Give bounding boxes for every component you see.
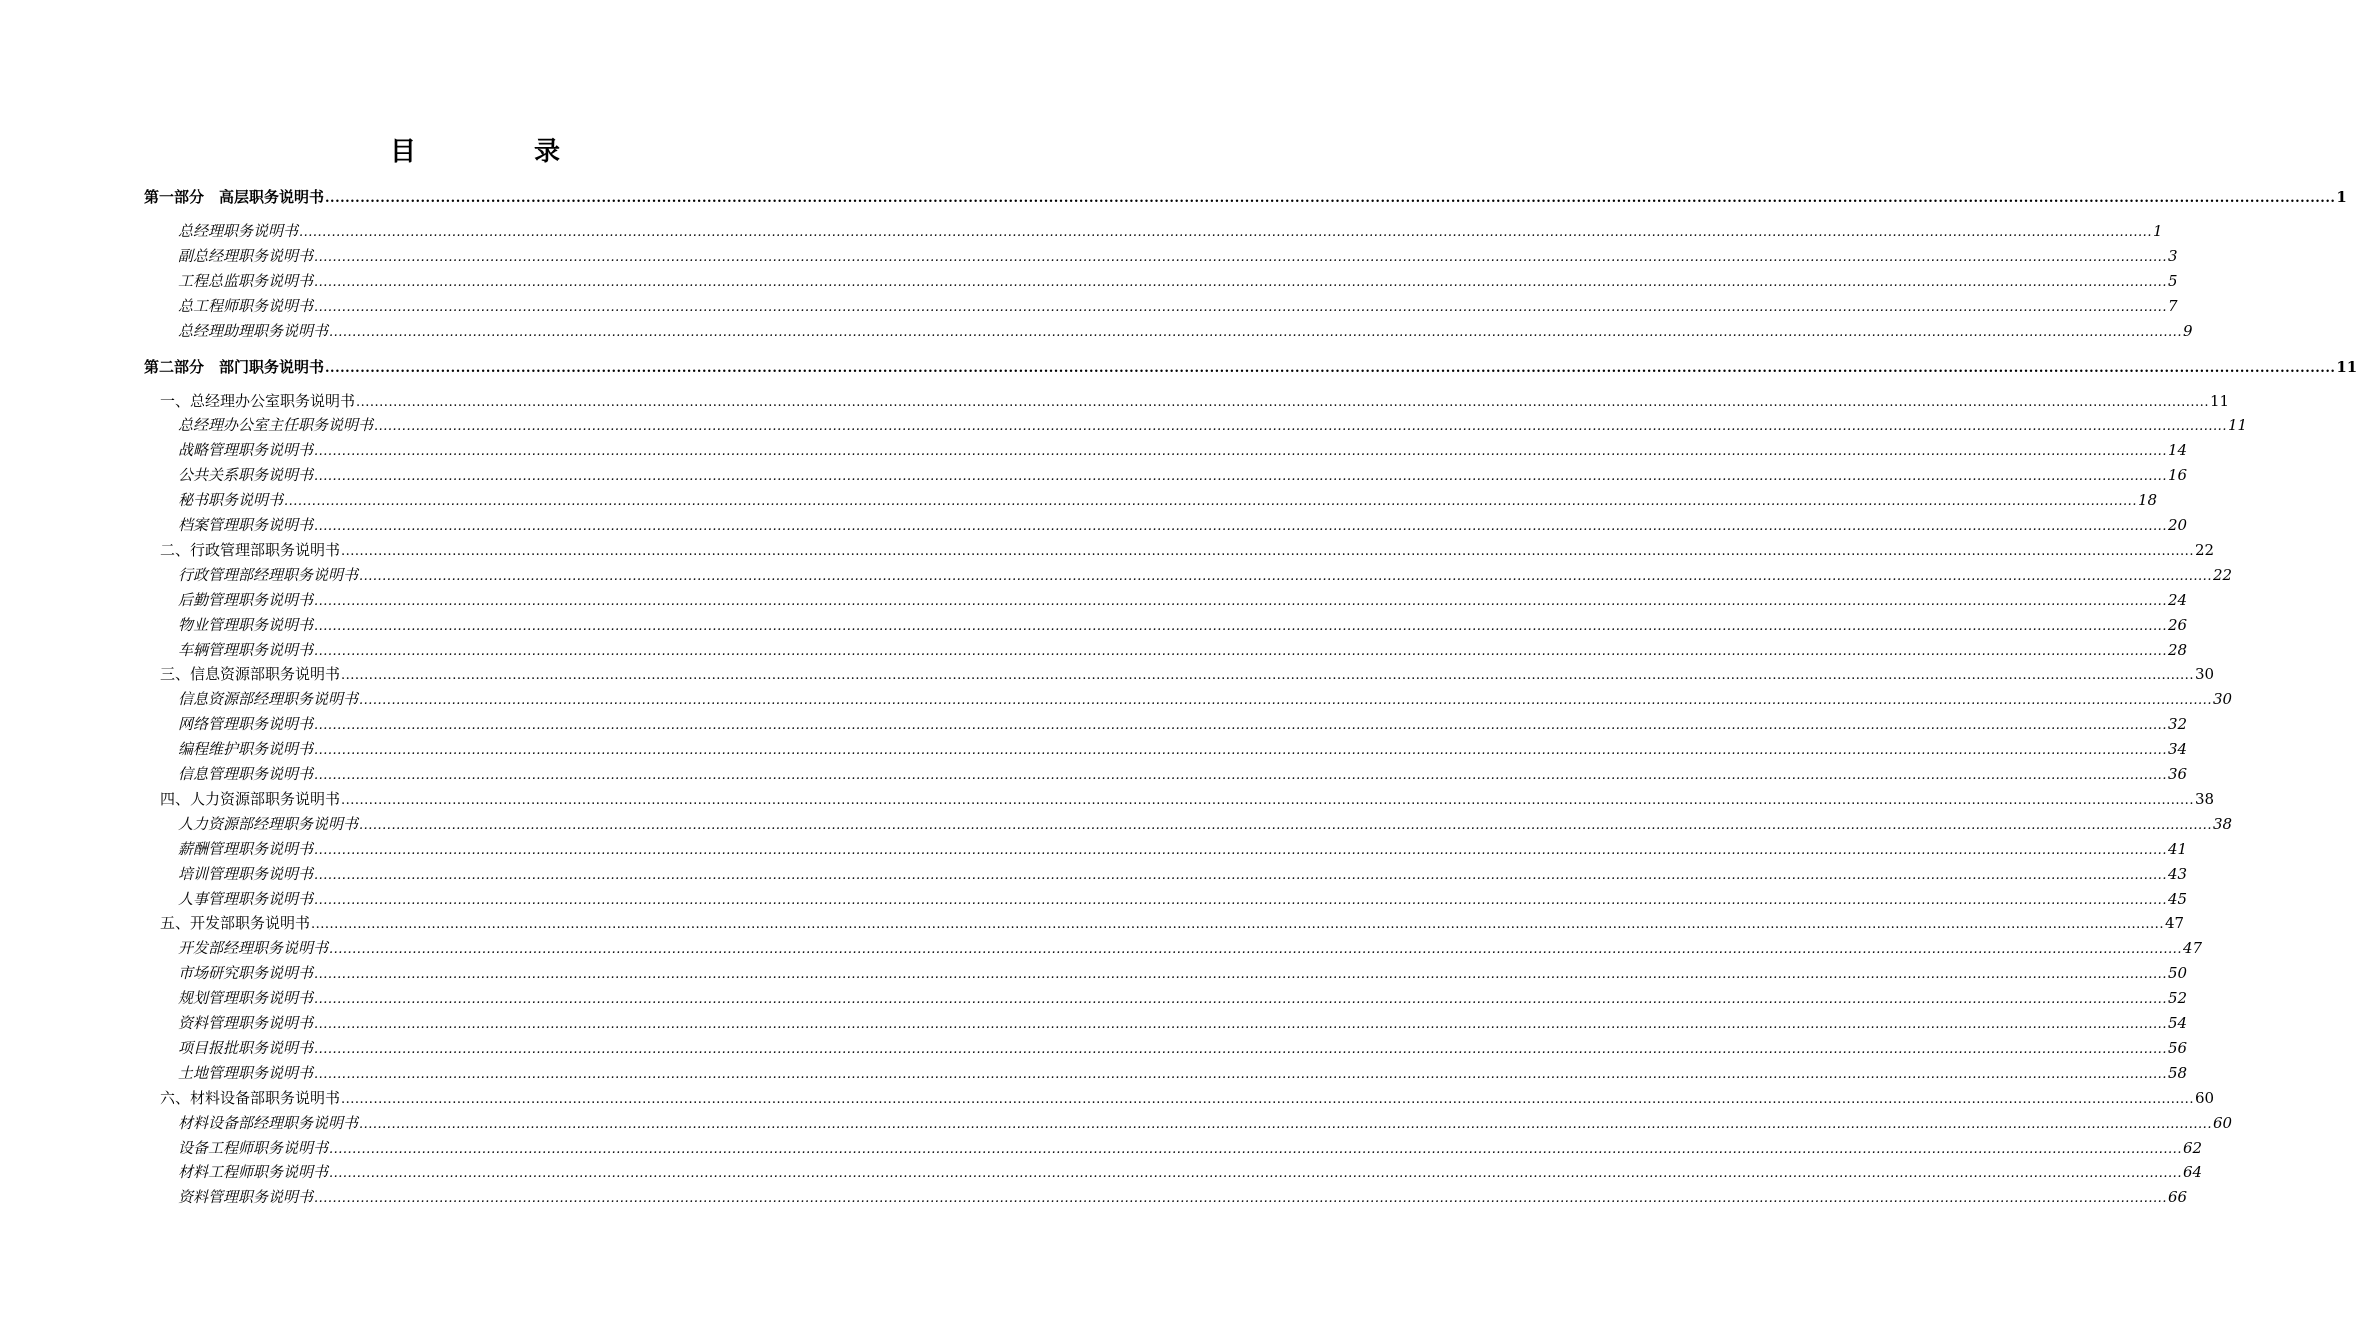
toc-entry-title: 二、行政管理部职务说明书 — [160, 540, 341, 559]
toc-entry-title: 一、总经理办公室职务说明书 — [160, 391, 356, 410]
toc-leader-dots: ................................................................................................................................................................................................................................................................................................................................................................................................................ — [314, 718, 2167, 734]
toc-entry[interactable] — [178, 614, 2188, 636]
toc-entry-title: 培训管理职务说明书 — [178, 864, 314, 883]
toc-entry[interactable] — [178, 1012, 2188, 1034]
toc-leader-dots: ................................................................................................................................................................................................................................................................................................................................................................................................................ — [325, 360, 2336, 376]
toc-leader-dots: ................................................................................................................................................................................................................................................................................................................................................................................................................ — [341, 543, 2194, 559]
toc-entry[interactable] — [178, 813, 2233, 835]
toc-entry-page-number: 62 — [2182, 1138, 2203, 1157]
toc-leader-dots: ................................................................................................................................................................................................................................................................................................................................................................................................................ — [314, 842, 2167, 858]
toc-entry-page-number: 26 — [2167, 615, 2188, 634]
toc-entry[interactable] — [178, 320, 2193, 342]
toc-entry-page-number: 18 — [2137, 491, 2158, 510]
toc-entry-page-number: 16 — [2167, 466, 2188, 485]
toc-entry-page-number: 32 — [2167, 715, 2188, 734]
toc-entry[interactable] — [178, 987, 2188, 1009]
toc-entry[interactable] — [178, 962, 2188, 984]
toc-entry[interactable] — [178, 688, 2233, 710]
toc-leader-dots: ................................................................................................................................................................................................................................................................................................................................................................................................................ — [314, 469, 2167, 485]
toc-entry-title: 总经理职务说明书 — [178, 222, 299, 240]
toc-entry-title: 薪酬管理职务说明书 — [178, 839, 314, 858]
toc-leader-dots: ................................................................................................................................................................................................................................................................................................................................................................................................................ — [314, 743, 2167, 759]
toc-entry-title: 材料设备部经理职务说明书 — [178, 1113, 359, 1132]
toc-leader-dots: ................................................................................................................................................................................................................................................................................................................................................................................................................ — [359, 1116, 2212, 1132]
toc-leader-dots: ................................................................................................................................................................................................................................................................................................................................................................................................................ — [314, 1066, 2167, 1082]
toc-entry-page-number: 47 — [2182, 939, 2203, 958]
toc-entry[interactable] — [160, 912, 2185, 934]
toc-entry[interactable] — [178, 514, 2188, 536]
toc-entry-title: 土地管理职务说明书 — [178, 1063, 314, 1082]
toc-entry[interactable] — [160, 663, 2215, 685]
toc-entry-page-number: 30 — [2194, 665, 2215, 684]
toc-entry[interactable] — [178, 270, 2178, 292]
toc-entry-page-number: 24 — [2167, 590, 2188, 609]
toc-entry[interactable] — [178, 220, 2163, 242]
toc-entry-page-number: 50 — [2167, 964, 2188, 983]
toc-entry-title: 信息管理职务说明书 — [178, 765, 314, 783]
toc-entry-page-number: 36 — [2167, 765, 2188, 783]
toc-entry-page-number: 1 — [2152, 222, 2163, 240]
toc-entry-title: 后勤管理职务说明书 — [178, 590, 314, 609]
toc-entry-title: 第一部分 高层职务说明书 — [144, 188, 325, 206]
toc-entry[interactable] — [160, 1087, 2215, 1109]
toc-leader-dots: ................................................................................................................................................................................................................................................................................................................................................................................................................ — [359, 568, 2212, 584]
toc-entry[interactable] — [178, 414, 2248, 436]
toc-leader-dots: ................................................................................................................................................................................................................................................................................................................................................................................................................ — [325, 191, 2336, 206]
toc-entry[interactable] — [178, 838, 2188, 860]
toc-entry[interactable] — [178, 1137, 2203, 1159]
toc-title: 目 录 — [389, 137, 606, 167]
toc-entry[interactable] — [144, 186, 2347, 208]
toc-entry[interactable] — [144, 356, 2357, 378]
toc-entry-page-number: 28 — [2167, 640, 2188, 659]
toc-entry-title: 编程维护职务说明书 — [178, 740, 314, 759]
toc-entry[interactable] — [178, 888, 2188, 910]
toc-entry-page-number: 11 — [2336, 357, 2357, 376]
toc-leader-dots: ................................................................................................................................................................................................................................................................................................................................................................................................................ — [314, 519, 2167, 534]
toc-leader-dots: ................................................................................................................................................................................................................................................................................................................................................................................................................ — [374, 419, 2227, 435]
toc-entry-title: 总经理办公室主任职务说明书 — [178, 416, 374, 435]
toc-entry-page-number: 47 — [2164, 914, 2185, 933]
toc-entry[interactable] — [178, 863, 2188, 885]
toc-entry[interactable] — [160, 788, 2215, 810]
toc-entry[interactable] — [178, 1186, 2188, 1208]
toc-entry-title: 工程总监职务说明书 — [178, 271, 314, 290]
toc-entry[interactable] — [178, 589, 2188, 611]
toc-entry[interactable] — [160, 390, 2230, 412]
toc-entry-title: 资料管理职务说明书 — [178, 1014, 314, 1032]
toc-entry-page-number: 3 — [2167, 246, 2178, 265]
toc-leader-dots: ................................................................................................................................................................................................................................................................................................................................................................................................................ — [341, 792, 2194, 808]
toc-leader-dots: ................................................................................................................................................................................................................................................................................................................................................................................................................ — [329, 324, 2182, 340]
toc-entry[interactable] — [178, 713, 2188, 735]
toc-entry-title: 人力资源部经理职务说明书 — [178, 814, 359, 833]
toc-entry[interactable] — [178, 439, 2188, 461]
toc-entry-title: 总经理助理职务说明书 — [178, 321, 329, 340]
toc-entry-title: 战略管理职务说明书 — [178, 441, 314, 460]
toc-entry[interactable] — [178, 738, 2188, 760]
toc-entry-title: 总工程师职务说明书 — [178, 296, 314, 315]
toc-leader-dots: ................................................................................................................................................................................................................................................................................................................................................................................................................ — [314, 643, 2167, 659]
toc-entry-page-number: 60 — [2194, 1088, 2215, 1107]
toc-entry-title: 网络管理职务说明书 — [178, 715, 314, 734]
toc-entry-page-number: 38 — [2212, 814, 2233, 833]
toc-leader-dots: ................................................................................................................................................................................................................................................................................................................................................................................................................ — [311, 917, 2164, 933]
toc-entry[interactable] — [178, 639, 2188, 661]
toc-entry-title: 四、人力资源部职务说明书 — [160, 789, 341, 808]
toc-leader-dots: ................................................................................................................................................................................................................................................................................................................................................................................................................ — [341, 1091, 2194, 1107]
toc-entry-page-number: 54 — [2167, 1014, 2188, 1032]
toc-leader-dots: ................................................................................................................................................................................................................................................................................................................................................................................................................ — [329, 1166, 2182, 1182]
toc-leader-dots: ................................................................................................................................................................................................................................................................................................................................................................................................................ — [314, 768, 2167, 783]
toc-entry-page-number: 38 — [2194, 789, 2215, 808]
toc-entry-title: 物业管理职务说明书 — [178, 615, 314, 634]
toc-leader-dots: ................................................................................................................................................................................................................................................................................................................................................................................................................ — [314, 867, 2167, 883]
toc-entry[interactable] — [178, 1062, 2188, 1084]
toc-entry[interactable] — [178, 564, 2233, 586]
toc-entry-title: 开发部经理职务说明书 — [178, 939, 329, 958]
toc-entry-page-number: 14 — [2167, 441, 2188, 460]
toc-leader-dots: ................................................................................................................................................................................................................................................................................................................................................................................................................ — [314, 1191, 2167, 1207]
toc-leader-dots: ................................................................................................................................................................................................................................................................................................................................................................................................................ — [284, 494, 2137, 510]
toc-entry-page-number: 11 — [2209, 391, 2230, 410]
toc-entry-title: 副总经理职务说明书 — [178, 246, 314, 265]
toc-leader-dots: ................................................................................................................................................................................................................................................................................................................................................................................................................ — [314, 618, 2167, 634]
toc-entry-page-number: 9 — [2182, 321, 2193, 340]
toc-entry-page-number: 43 — [2167, 864, 2188, 883]
toc-entry-title: 六、材料设备部职务说明书 — [160, 1088, 341, 1107]
toc-entry-title: 资料管理职务说明书 — [178, 1188, 314, 1207]
toc-leader-dots: ................................................................................................................................................................................................................................................................................................................................................................................................................ — [356, 394, 2209, 410]
toc-leader-dots: ................................................................................................................................................................................................................................................................................................................................................................................................................ — [299, 225, 2152, 240]
toc-leader-dots: ................................................................................................................................................................................................................................................................................................................................................................................................................ — [314, 967, 2167, 983]
toc-entry-page-number: 34 — [2167, 740, 2188, 759]
toc-entry[interactable] — [178, 245, 2178, 267]
toc-leader-dots: ................................................................................................................................................................................................................................................................................................................................................................................................................ — [314, 992, 2167, 1008]
toc-leader-dots: ................................................................................................................................................................................................................................................................................................................................................................................................................ — [314, 593, 2167, 609]
toc-entry-page-number: 5 — [2167, 271, 2178, 290]
toc-leader-dots: ................................................................................................................................................................................................................................................................................................................................................................................................................ — [314, 892, 2167, 908]
toc-entry-title: 材料工程师职务说明书 — [178, 1163, 329, 1182]
toc-leader-dots: ................................................................................................................................................................................................................................................................................................................................................................................................................ — [314, 249, 2167, 265]
toc-entry-title: 规划管理职务说明书 — [178, 989, 314, 1008]
toc-entry-title: 人事管理职务说明书 — [178, 889, 314, 908]
toc-entry-page-number: 58 — [2167, 1063, 2188, 1082]
toc-leader-dots: ................................................................................................................................................................................................................................................................................................................................................................................................................ — [314, 444, 2167, 460]
toc-entry-title: 行政管理部经理职务说明书 — [178, 565, 359, 584]
toc-entry[interactable] — [178, 1112, 2233, 1134]
toc-entry-title: 档案管理职务说明书 — [178, 516, 314, 534]
toc-entry-page-number: 11 — [2227, 416, 2248, 435]
toc-entry-page-number: 1 — [2336, 188, 2347, 206]
toc-entry-title: 市场研究职务说明书 — [178, 964, 314, 983]
toc-entry[interactable] — [160, 539, 2215, 561]
toc-entry-title: 设备工程师职务说明书 — [178, 1138, 329, 1157]
toc-entry[interactable] — [178, 464, 2188, 486]
toc-entry[interactable] — [178, 1037, 2188, 1059]
toc-leader-dots: ................................................................................................................................................................................................................................................................................................................................................................................................................ — [314, 1041, 2167, 1057]
toc-entry-page-number: 64 — [2182, 1163, 2203, 1182]
toc-leader-dots: ................................................................................................................................................................................................................................................................................................................................................................................................................ — [359, 693, 2212, 709]
toc-entry-page-number: 30 — [2212, 690, 2233, 709]
toc-entry-page-number: 45 — [2167, 889, 2188, 908]
toc-entry[interactable] — [178, 937, 2203, 959]
toc-entry-page-number: 52 — [2167, 989, 2188, 1008]
toc-entry-page-number: 66 — [2167, 1188, 2188, 1207]
toc-entry-page-number: 56 — [2167, 1038, 2188, 1057]
toc-entry[interactable] — [178, 489, 2158, 511]
toc-entry[interactable] — [178, 763, 2188, 785]
toc-entry-title: 秘书职务说明书 — [178, 491, 284, 510]
toc-entry[interactable] — [178, 295, 2178, 317]
toc-entry-page-number: 60 — [2212, 1113, 2233, 1132]
toc-entry-page-number: 41 — [2167, 839, 2188, 858]
toc-leader-dots: ................................................................................................................................................................................................................................................................................................................................................................................................................ — [359, 817, 2212, 833]
toc-entry-title: 信息资源部经理职务说明书 — [178, 690, 359, 709]
toc-leader-dots: ................................................................................................................................................................................................................................................................................................................................................................................................................ — [314, 299, 2167, 315]
toc-entry-title: 项目报批职务说明书 — [178, 1038, 314, 1057]
toc-leader-dots: ................................................................................................................................................................................................................................................................................................................................................................................................................ — [329, 1141, 2182, 1157]
toc-leader-dots: ................................................................................................................................................................................................................................................................................................................................................................................................................ — [341, 668, 2194, 684]
toc-leader-dots: ................................................................................................................................................................................................................................................................................................................................................................................................................ — [314, 1017, 2167, 1032]
toc-leader-dots: ................................................................................................................................................................................................................................................................................................................................................................................................................ — [314, 274, 2167, 290]
toc-entry-title: 三、信息资源部职务说明书 — [160, 665, 341, 684]
toc-entry[interactable] — [178, 1161, 2203, 1183]
toc-entry-page-number: 20 — [2167, 516, 2188, 534]
toc-entry-title: 公共关系职务说明书 — [178, 466, 314, 485]
toc-entry-title: 五、开发部职务说明书 — [160, 914, 311, 933]
toc-entry-title: 第二部分 部门职务说明书 — [144, 357, 325, 376]
toc-entry-title: 车辆管理职务说明书 — [178, 640, 314, 659]
toc-entry-page-number: 22 — [2194, 540, 2215, 559]
toc-leader-dots: ................................................................................................................................................................................................................................................................................................................................................................................................................ — [329, 942, 2182, 958]
toc-entry-page-number: 7 — [2167, 296, 2178, 315]
toc-entry-page-number: 22 — [2212, 565, 2233, 584]
